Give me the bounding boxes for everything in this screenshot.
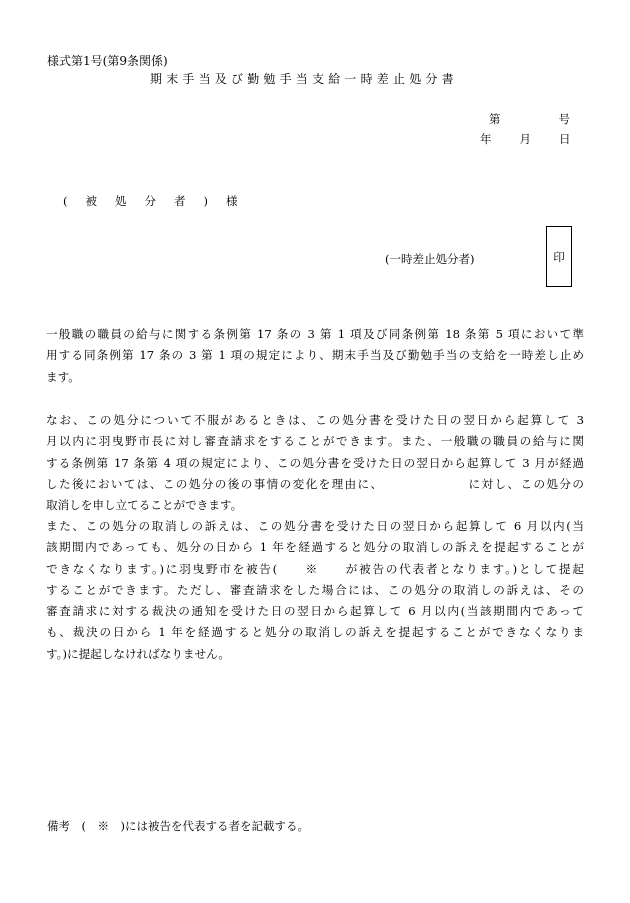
- issue-date: [480, 131, 571, 147]
- paragraph-lawsuit: [46, 516, 584, 665]
- text-line: できなくなります。)に羽曳野市を被告( ※ が被告の代表者となります。)として提起: [46, 561, 584, 576]
- addressee: [63, 193, 256, 209]
- text-line: 該期間内であっても、処分の日から 1 年を経過すると処分の取消しの訴えを提起することが: [46, 540, 584, 555]
- addressee-part: ): [203, 194, 208, 208]
- text-line: 審査請求に対する裁決の通知を受けた日の翌日から起算して 6 月以内(当該期間内であって: [46, 604, 584, 619]
- text-line: 取消しを申し立てることができます。: [46, 498, 243, 513]
- addressee-part: (: [63, 194, 68, 208]
- text-line: す。)に提起しなければなりません。: [46, 646, 230, 661]
- document-number-prefix: 第: [489, 112, 501, 126]
- date-year: 年: [480, 132, 492, 146]
- text-line: 一般職の職員の給与に関する条例第 17 条の 3 第 1 項及び同条例第 18 条第 5 項において準: [46, 327, 584, 341]
- text-line: また、この処分の取消しの訴えは、この処分書を受けた日の翌日から起算して 6 月以内(当: [46, 519, 584, 533]
- text-line: する条例第 17 条第 4 項の規定により、この処分書を受けた日の翌日から起算して 3 月が経過: [46, 455, 584, 470]
- text-line: 月以内に羽曳野市長に対し審査請求をすることができます。また、一般職の職員の給与に関: [46, 434, 584, 449]
- form-label: 様式第1号(第9条関係): [47, 54, 168, 68]
- addressee-part: 者: [174, 194, 186, 208]
- addressee-part: 処: [115, 194, 127, 208]
- paragraph-decision: [46, 324, 584, 388]
- document-title: 期末手当及び勤勉手当支給一時差止処分書: [150, 72, 458, 86]
- text-line: した後においては、この処分の後の事情の変化を理由に、 に対し、この処分の: [46, 476, 584, 491]
- paragraph-appeal: [46, 410, 584, 516]
- document-number: [489, 111, 570, 127]
- addressee-part: 被: [85, 194, 97, 208]
- date-month: 月: [519, 132, 531, 146]
- addressee-part: 様: [226, 194, 238, 208]
- seal-box: [546, 226, 572, 287]
- addressee-part: 分: [144, 194, 156, 208]
- text-line: 用する同条例第 17 条の 3 第 1 項の規定により、期末手当及び勤勉手当の支給を一時差し止め: [46, 348, 584, 363]
- date-day: 日: [559, 132, 571, 146]
- issuer-label: (一時差止処分者): [385, 252, 475, 266]
- text-line: することができます。ただし、審査請求をした場合には、この処分の取消しの訴えは、その: [46, 582, 584, 597]
- text-line: も、裁決の日から 1 年を経過すると処分の取消しの訴えを提起することができなくなりま: [46, 625, 584, 640]
- document-number-suffix: 号: [558, 112, 570, 126]
- seal-text: 印: [553, 249, 565, 264]
- remarks: 備考 ( ※ )には被告を代表する者を記載する。: [47, 819, 309, 833]
- text-line: ます。: [46, 369, 80, 384]
- text-line: なお、この処分について不服があるときは、この処分書を受けた日の翌日から起算して 3: [46, 413, 584, 427]
